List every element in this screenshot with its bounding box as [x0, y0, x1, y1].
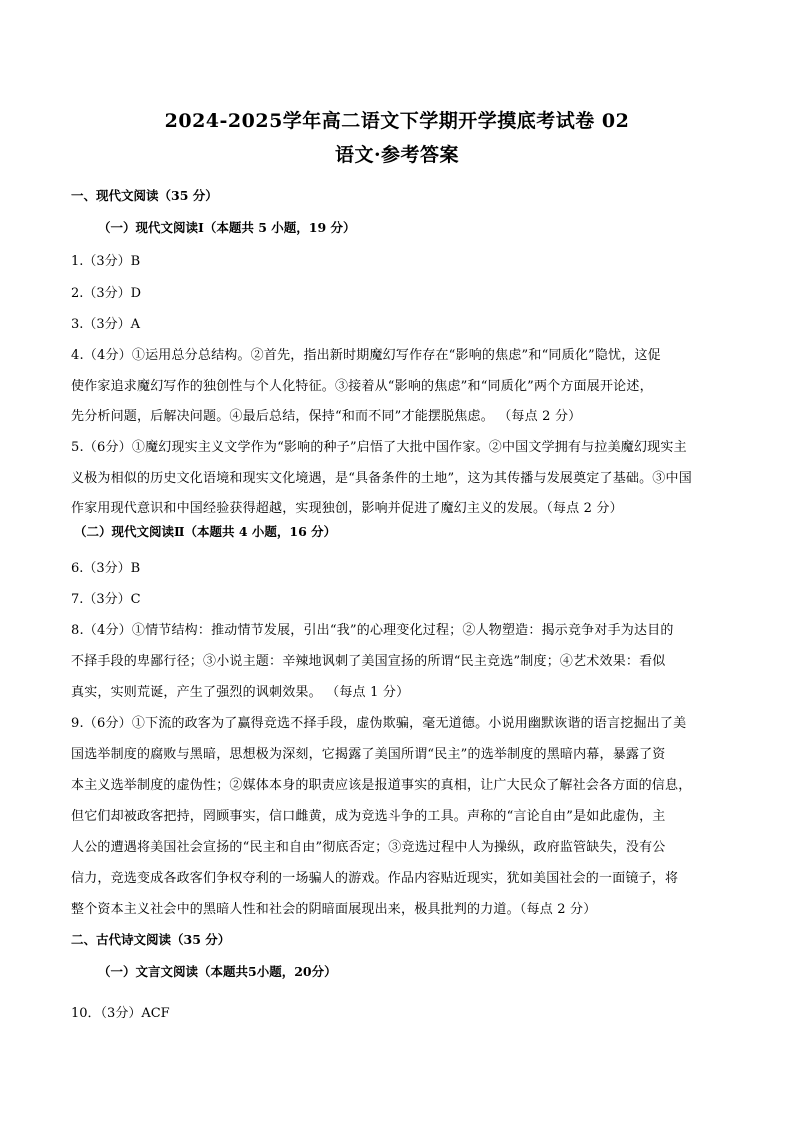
document-title: 2024-2025学年高二语文下学期开学摸底考试卷 02	[164, 110, 630, 132]
answer-q8-line-3: 真实，实则荒诞，产生了强烈的讽刺效果。 （每点 1 分）	[71, 685, 410, 700]
answer-q9-line-3: 本主义选举制度的虚伪性；②媒体本身的职责应该是报道事实的真相，让广大民众了解社会各方面的信息，	[71, 778, 692, 793]
section-heading-modern-reading: 一、现代文阅读（35 分）	[71, 188, 218, 203]
answer-q1: 1.（3分）B	[71, 254, 141, 269]
answer-q5-line-1: 5.（6分）①魔幻现实主义文学作为“影响的种子”启悟了大批中国作家。②中国文学拥有与拉美魔幻现实主	[71, 440, 687, 455]
answer-q6: 6.（3分）B	[71, 561, 141, 576]
answer-q9-line-2: 国选举制度的腐败与黑暗，思想极为深刻，它揭露了美国所谓“民主”的选举制度的黑暗内幕，暴露了资	[71, 747, 666, 762]
answer-q2: 2.（3分）D	[71, 286, 142, 301]
answer-q5-line-3: 作家用现代意识和中国经验获得超越，实现独创，影响并促进了魔幻主义的发展。（每点 2 分）	[71, 501, 623, 516]
part-heading-modern-reading-1: （一）现代文阅读Ⅰ（本题共 5 小题，19 分）	[98, 220, 356, 235]
answer-q9-line-1: 9.（6分）①下流的政客为了赢得竞选不择手段，虚伪欺骗，毫无道德。小说用幽默诙谐的语言挖掘出了美	[71, 716, 687, 731]
answer-q9-line-6: 信力，竞选变成各政客们争权夺利的一场骗人的游戏。作品内容贴近现实，犹如美国社会的一面镜子，将	[71, 871, 679, 886]
document-subtitle: 语文·参考答案	[334, 144, 460, 166]
answer-q9-line-7: 整个资本主义社会中的黑暗人性和社会的阴暗面展现出来，极具批判的力道。（每点 2 分）	[71, 902, 597, 917]
answer-q10: 10．（3分）ACF	[71, 1006, 170, 1021]
answer-q8-line-2: 不择手段的卑鄙行径；③小说主题：辛辣地讽刺了美国宣扬的所谓“民主竞选”制度；④艺术效果：看似	[71, 654, 666, 669]
answer-q9-line-4: 但它们却被政客把持，罔顾事实，信口雌黄，成为竞选斗争的工具。声称的“言论自由”是如此虚伪，主	[71, 809, 666, 824]
answer-q4-line-3: 先分析问题，后解决问题。④最后总结，保持“和而不同”才能摆脱焦虑。 （每点 2 分）	[71, 409, 582, 424]
answer-q3: 3.（3分）A	[71, 317, 141, 332]
answer-q5-line-2: 义极为相似的历史文化语境和现实文化境遇，是“具备条件的土地”，这为其传播与发展奠定了基础。③中国	[71, 471, 692, 486]
answer-q9-line-5: 人公的遭遇将美国社会宣扬的“民主和自由”彻底否定；③竞选过程中人为操纵，政府监管缺失，没有公	[71, 840, 666, 855]
answer-q8-line-1: 8.（4分）①情节结构：推动情节发展，引出“我”的心理变化过程；②人物塑造：揭示竞争对手为达目的	[71, 623, 674, 638]
section-heading-classical-reading: 二、古代诗文阅读（35 分）	[71, 932, 231, 947]
part-heading-classical-prose: （一）文言文阅读（本题共5小题，20分）	[98, 964, 337, 979]
part-heading-modern-reading-2: （二）现代文阅读Ⅱ（本题共 4 小题，16 分）	[74, 524, 337, 539]
answer-q7: 7.（3分）C	[71, 592, 141, 607]
answer-q4-line-1: 4.（4分）①运用总分总结构。②首先，指出新时期魔幻写作存在“影响的焦虑”和“同质化”隐忧，这促	[71, 348, 661, 363]
answer-q4-line-2: 使作家追求魔幻写作的独创性与个人化特征。③接着从“影响的焦虑”和“同质化”两个方面展开论述，	[71, 379, 653, 394]
